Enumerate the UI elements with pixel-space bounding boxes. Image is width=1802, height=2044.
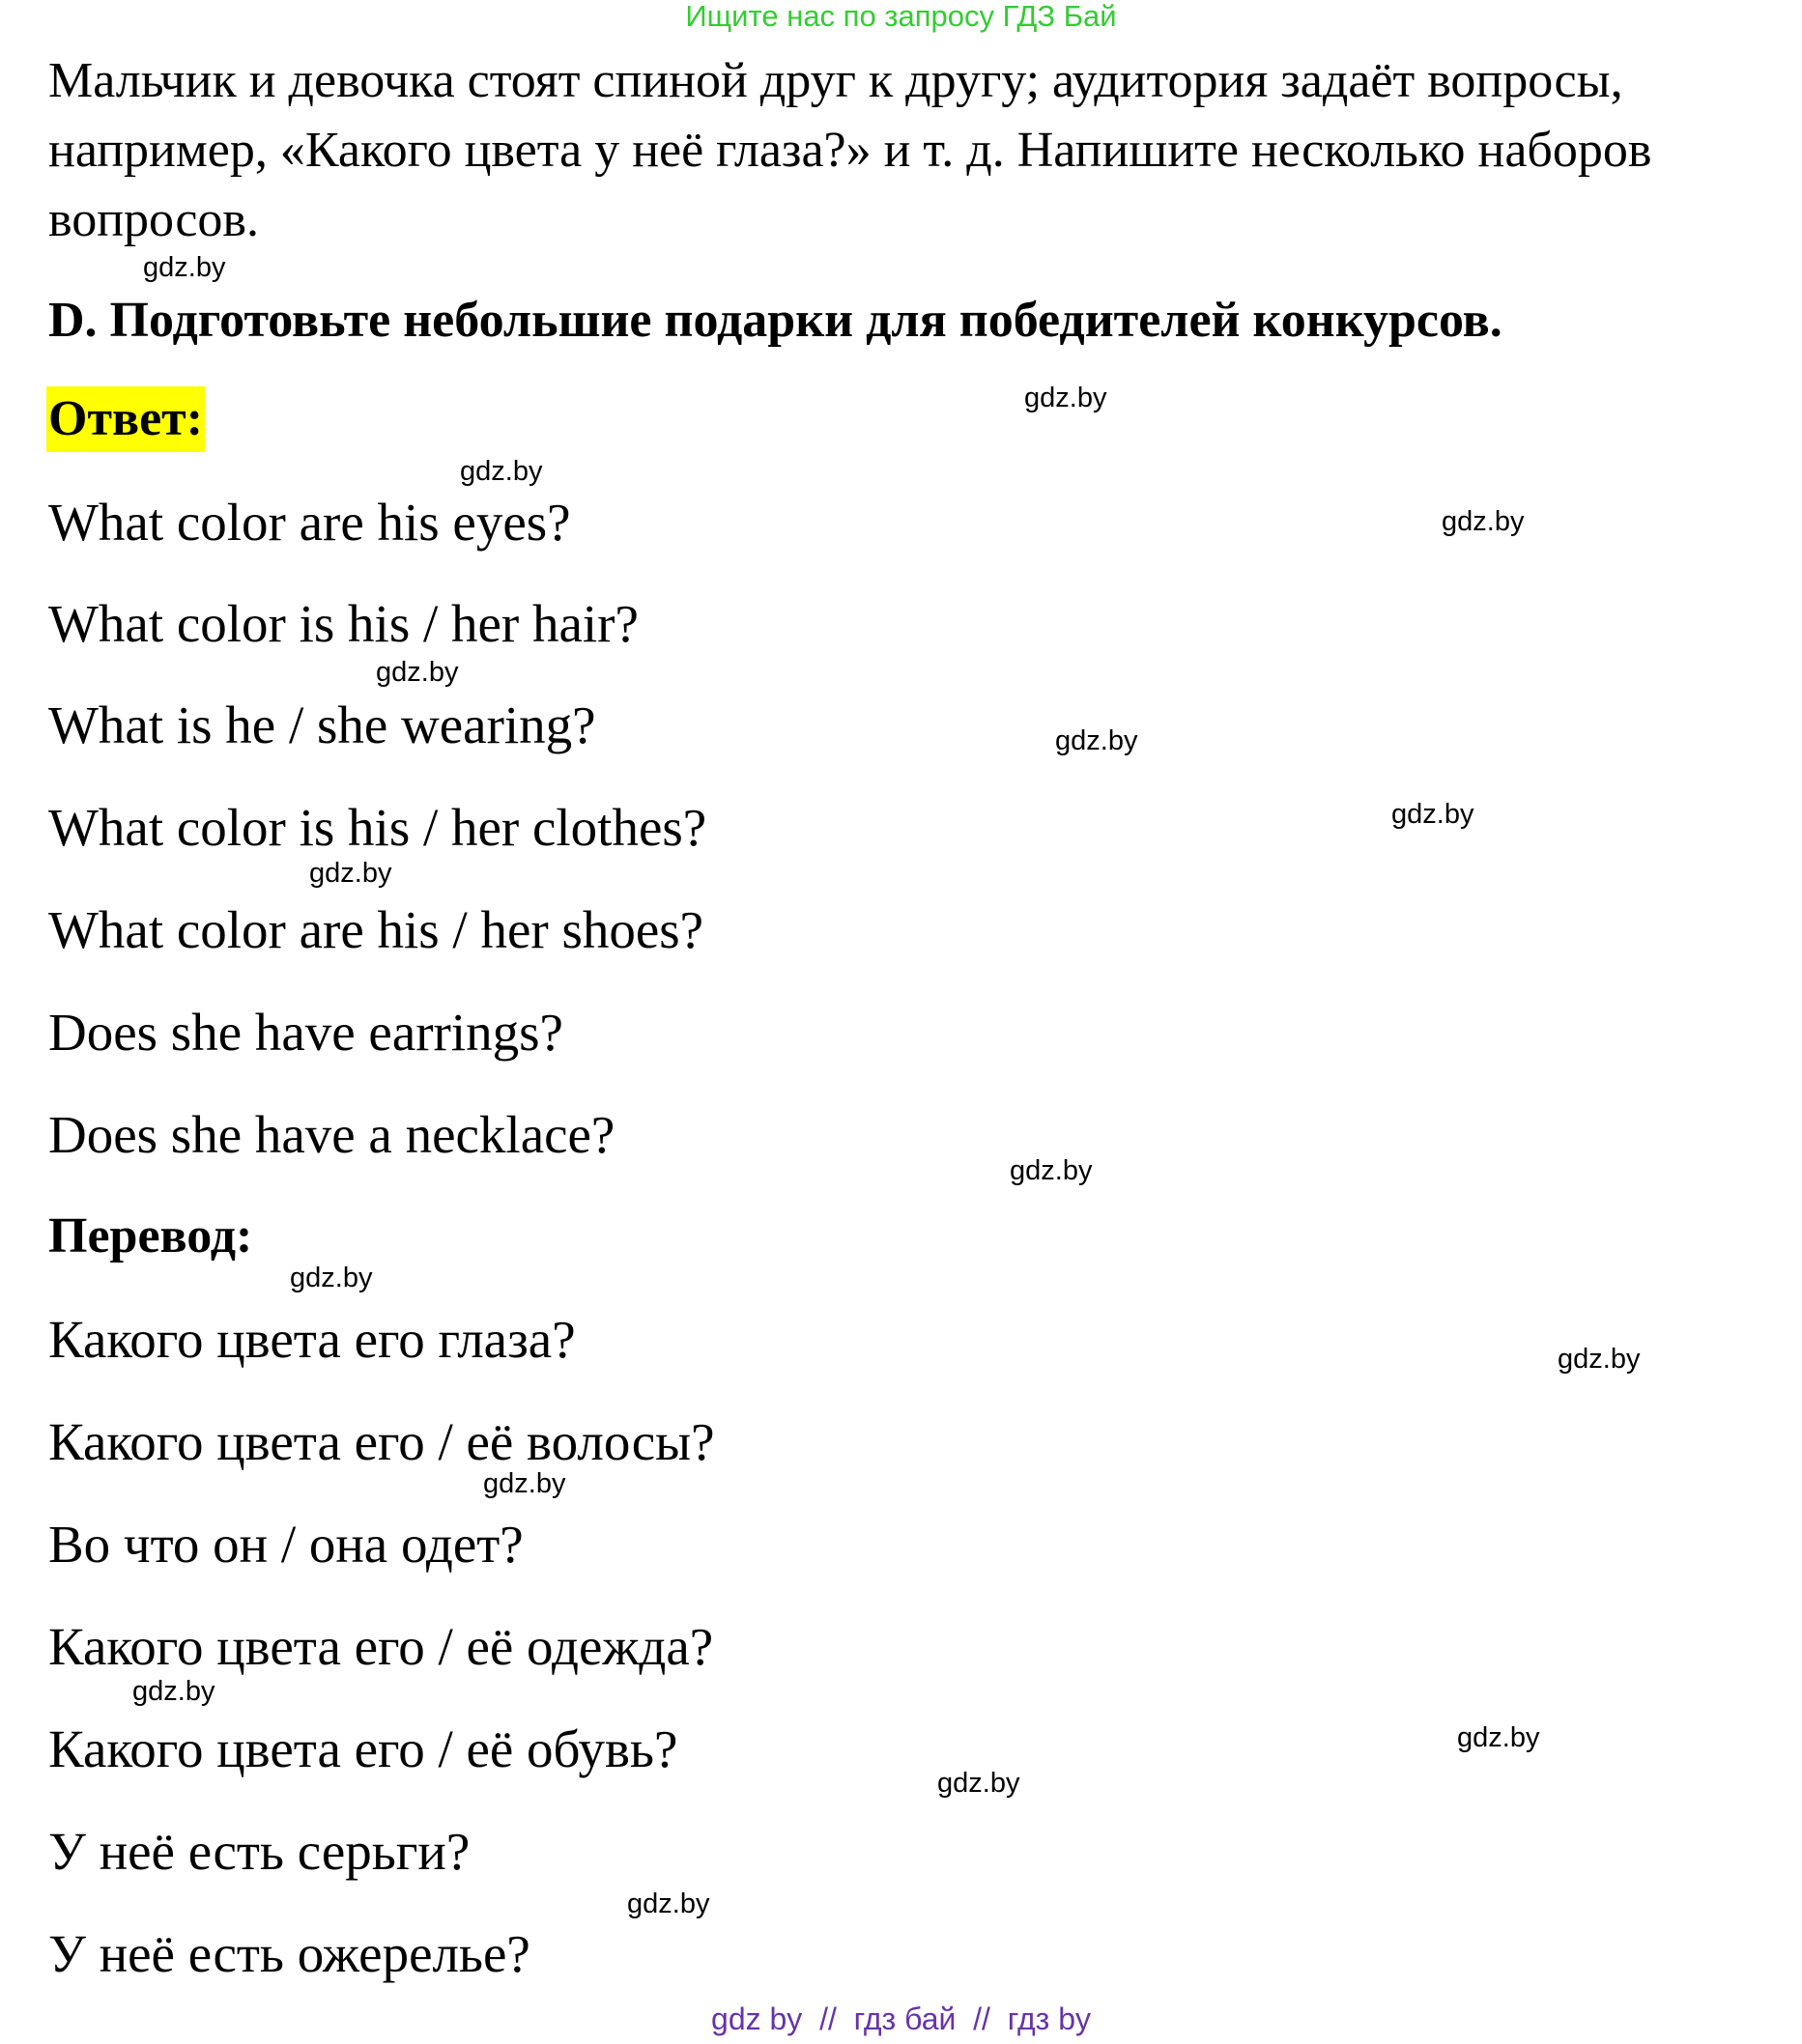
translation-line: Какого цвета его / её одежда? xyxy=(48,1617,714,1676)
translation-line: Какого цвета его / её волосы? xyxy=(48,1412,715,1471)
watermark: gdz.by xyxy=(309,858,392,889)
watermark: gdz.by xyxy=(627,1888,710,1919)
answer-line: Does she have earrings? xyxy=(48,1003,563,1062)
translation-line: Во что он / она одет? xyxy=(48,1515,524,1574)
translation-line: У неё есть ожерелье? xyxy=(48,1924,530,1983)
watermark: gdz.by xyxy=(1010,1155,1093,1186)
watermark: gdz.by xyxy=(937,1768,1020,1799)
watermark: gdz.by xyxy=(1055,725,1138,756)
watermark: gdz.by xyxy=(1391,799,1474,830)
watermark: gdz.by xyxy=(1024,383,1107,413)
watermark: gdz.by xyxy=(1457,1722,1540,1753)
answer-label: Ответ: xyxy=(46,386,205,452)
answer-line: What color are his / her shoes? xyxy=(48,900,704,959)
watermark: gdz.by xyxy=(483,1468,566,1499)
watermark: gdz.by xyxy=(132,1676,215,1707)
watermark: gdz.by xyxy=(290,1263,373,1293)
top-banner: Ищите нас по запросу ГДЗ Бай xyxy=(685,0,1117,33)
translation-label: Перевод: xyxy=(48,1208,253,1263)
answer-line: What color is his / her clothes? xyxy=(48,798,707,857)
task-description: Мальчик и девочка стоят спиной друг к другу; аудитория задаёт вопросы, например, «Какого цвета у неё глаза?» и т. д. Напишите несколько наборов вопросов. xyxy=(48,53,1652,247)
watermark: gdz.by xyxy=(460,456,543,487)
answer-line: Does she have a necklace? xyxy=(48,1105,615,1164)
footer-links: gdz by // гдз бай // гдз by xyxy=(711,2001,1091,2036)
translation-line: Какого цвета его / её обувь? xyxy=(48,1719,678,1778)
task-d-heading: D. Подготовьте небольшие подарки для победителей конкурсов. xyxy=(48,293,1502,348)
watermark: gdz.by xyxy=(376,657,459,688)
watermark: gdz.by xyxy=(1558,1344,1641,1375)
answer-line: What color are his eyes? xyxy=(48,493,571,552)
watermark: gdz.by xyxy=(1442,506,1525,537)
translation-line: У неё есть серьги? xyxy=(48,1822,471,1881)
translation-line: Какого цвета его глаза? xyxy=(48,1310,576,1369)
watermark: gdz.by xyxy=(143,252,226,283)
answer-line: What is he / she wearing? xyxy=(48,696,596,754)
answer-line: What color is his / her hair? xyxy=(48,594,639,653)
